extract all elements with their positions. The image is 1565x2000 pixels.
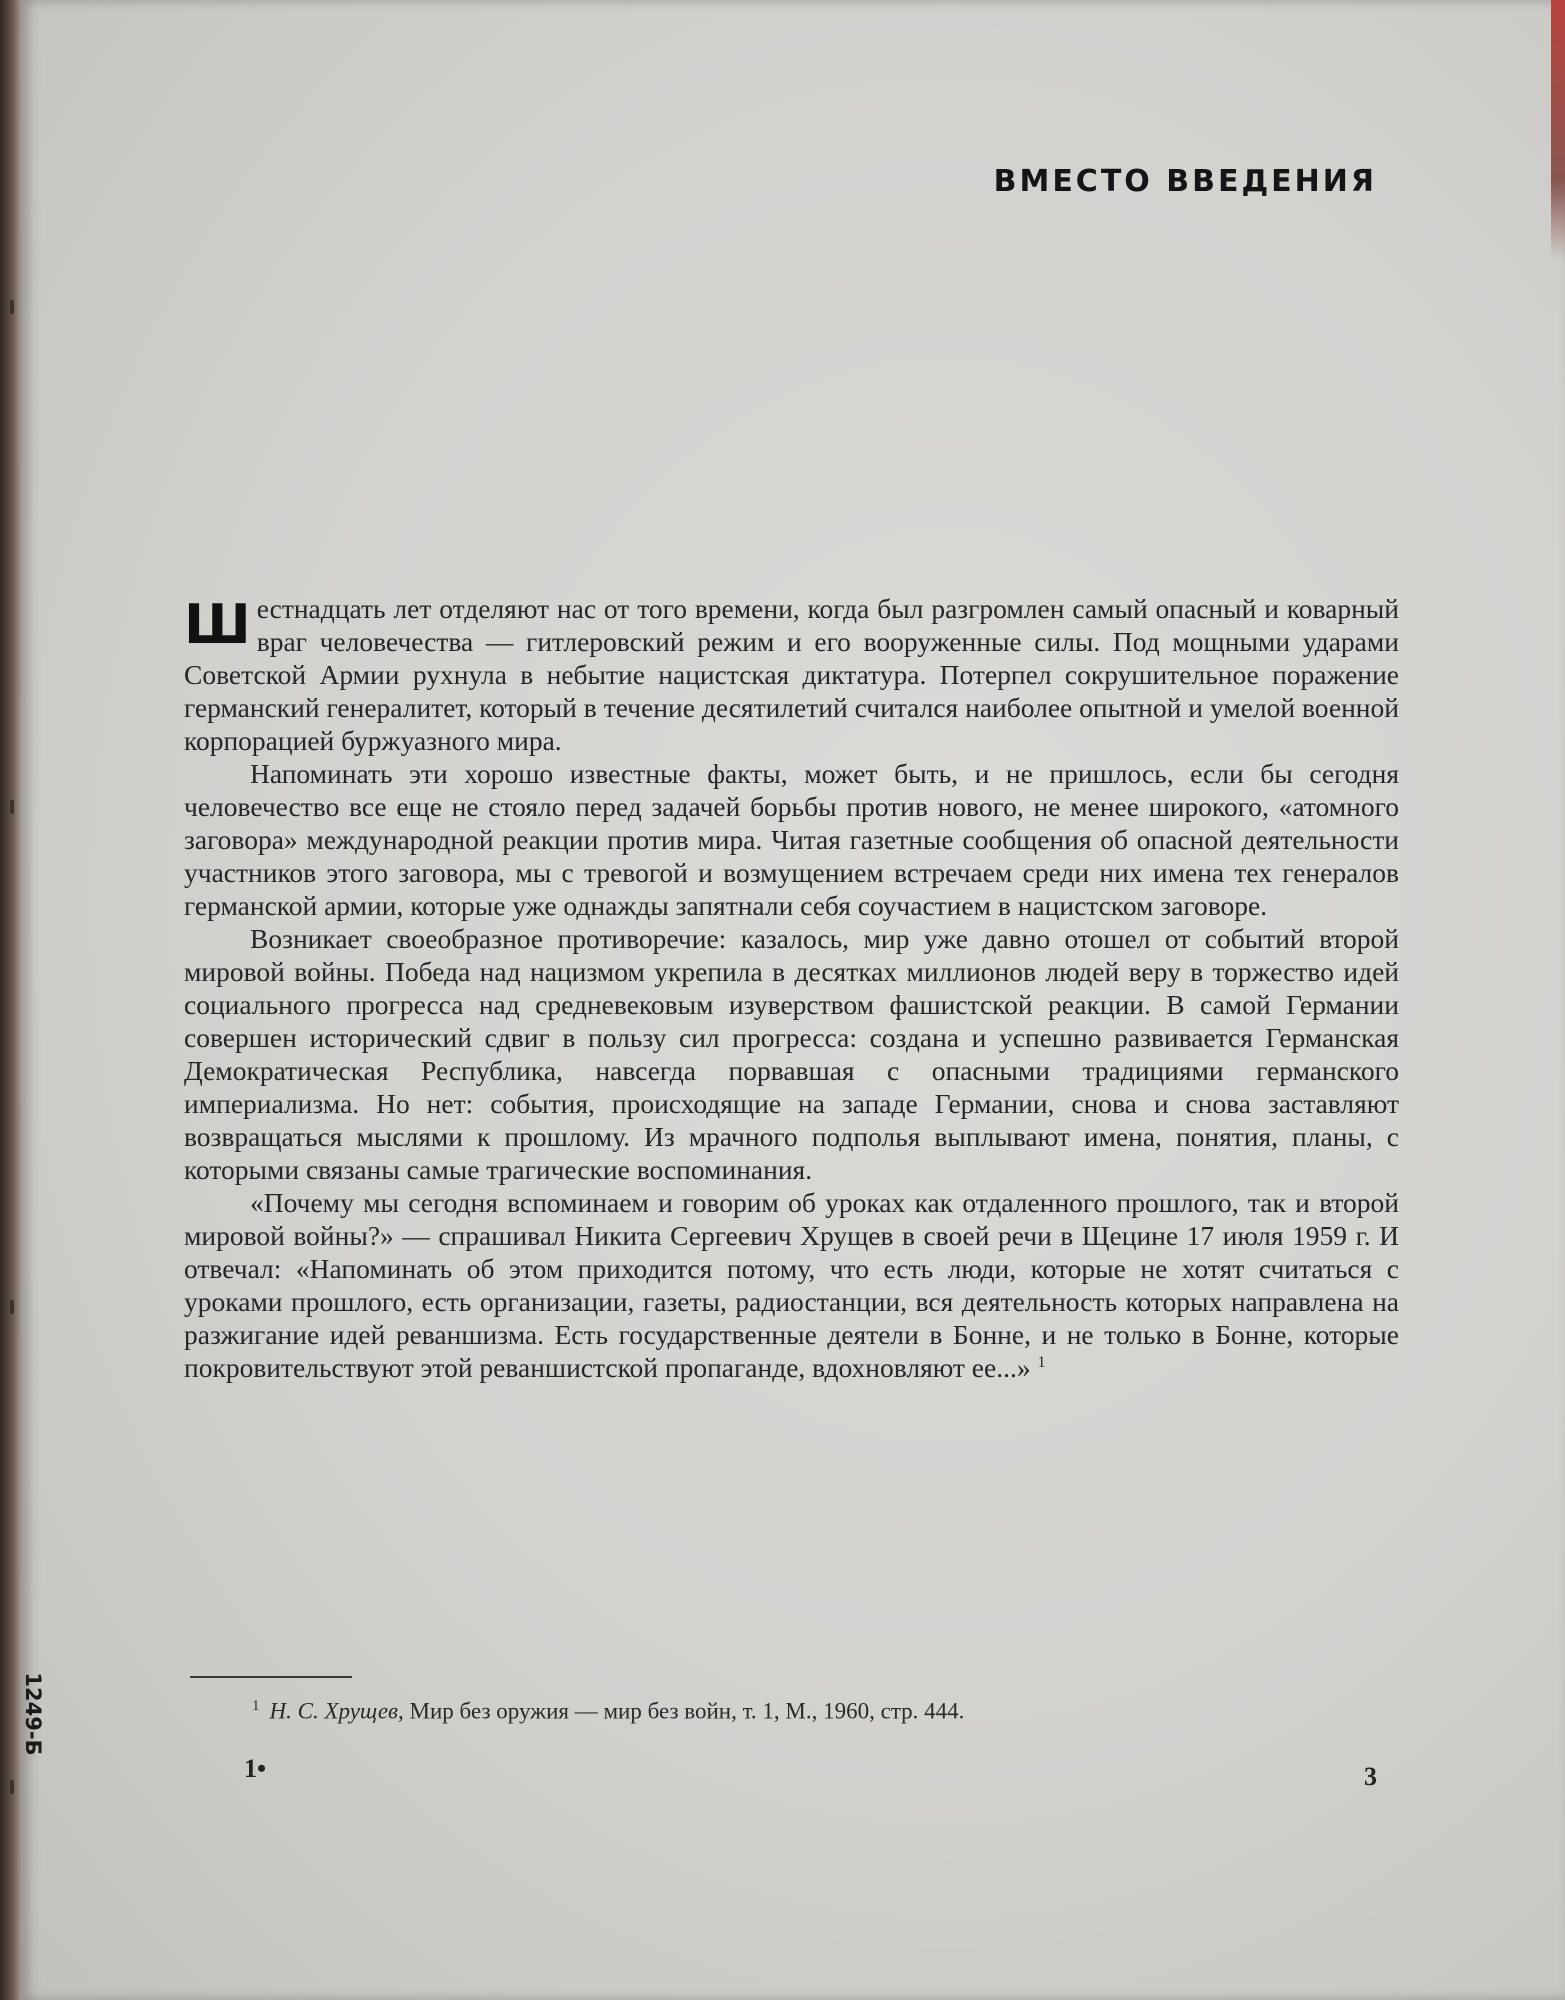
library-code-text: 1249-Б	[21, 1672, 45, 1756]
paragraph-4-text: «Почему мы сегодня вспоминаем и говорим об уроках как отдаленного прошлого, так и второй мировой войны?» — спрашивал Никита Сергеевич Хрущев в своей речи в Щецине 17 июля 1959 г. И отвечал: «Напоминать об этом приходится потому, что есть люди, которые не хотят считаться с уроками прошлого, есть организации, газеты, радиостанции, вся деятельность которых направлена на разжигание идей реваншизма. Есть государственные деятели в Бонне, и не только в Бонне, которые покровительствуют этой реваншистской пропаганде, вдохновляют ее...»	[184, 1187, 1399, 1383]
library-code-stamp	[16, 1672, 50, 1762]
page-edge	[1551, 0, 1565, 260]
footnote-author: Н. С. Хрущев,	[269, 1698, 404, 1724]
footnote-divider	[190, 1676, 352, 1678]
paragraph-2: Напоминать эти хорошо известные факты, может быть, и не пришлось, если бы сегодня человечество все еще не стояло перед задачей борьбы против нового, не менее широкого, «атомного заговора» международной реакции против мира. Читая газетные сообщения об опасной деятельности участников этого заговора, мы с тревогой и возмущением встречаем среди них имена тех генералов германской армии, которые уже однажды запятнали себя соучастием в нацистском заговоре.	[184, 758, 1399, 921]
paragraph-1	[184, 592, 1399, 757]
binding-stitch	[10, 300, 14, 314]
drop-cap: Ш	[184, 593, 251, 656]
chapter-title: ВМЕСТО ВВЕДЕНИЯ	[993, 164, 1377, 199]
paragraph-4	[184, 1186, 1399, 1384]
binding-stitch	[10, 1780, 14, 1794]
binding-stitch	[10, 800, 14, 814]
footnote	[252, 1698, 1372, 1725]
body-text	[184, 592, 1399, 1384]
paragraph-3: Возникает своеобразное противоречие: казалось, мир уже давно отошел от событий второй мировой войны. Победа над нацизмом укрепила в десятках миллионов людей веру в торжество идей социального прогресса над средневековым изуверством фашистской реакции. В самой Германии совершен исторический сдвиг в пользу сил прогресса: создана и успешно развивается Германская Демократическая Республика, навсегда порвавшая с опасными традициями германского империализма. Но нет: события, происходящие на западе Германии, снова и снова заставляют возвращаться мыслями к прошлому. Из мрачного подполья выплывают имена, понятия, планы, с которыми связаны самые трагические воспоминания.	[184, 923, 1399, 1185]
signature-mark: 1•	[244, 1754, 267, 1783]
book-page	[22, 0, 1565, 2000]
footnote-marker: 1	[252, 1698, 260, 1714]
page-number: 3	[1364, 1762, 1377, 1791]
paragraph-1-text: естнадцать лет отделяют нас от того времени, когда был разгромлен самый опасный и коварный враг человечества — гитлеровский режим и его вооруженные силы. Под мощными ударами Советской Армии рухнула в небытие нацистская диктатура. Потерпел сокрушительное поражение германский генералитет, который в течение десятилетий считался наиболее опытной и умелой военной корпорацией буржуазного мира.	[184, 593, 1399, 756]
footnote-text: Мир без оружия — мир без войн, т. 1, М., 1960, стр. 444.	[409, 1698, 965, 1724]
binding-stitch	[10, 1300, 14, 1314]
footnote-reference: 1	[1037, 1353, 1046, 1371]
